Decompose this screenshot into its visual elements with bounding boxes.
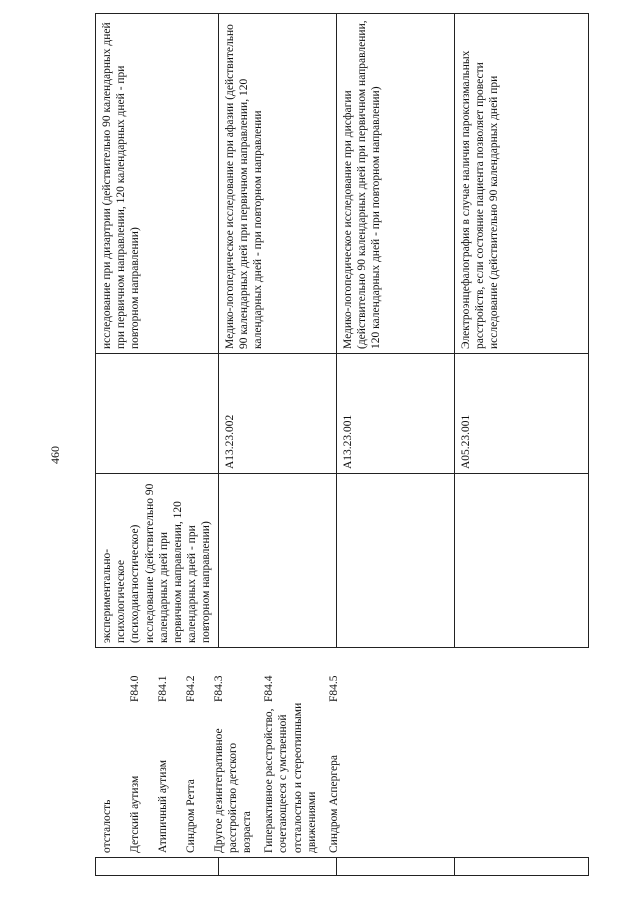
table-row	[96, 14, 219, 876]
rotated-table-container	[95, 14, 581, 876]
service-code-cell	[454, 354, 588, 474]
continued-service-cell	[96, 474, 219, 648]
service-name-cell	[218, 14, 336, 354]
diagnosis-name: Детский аутизм	[128, 775, 141, 853]
diagnosis-name: Гиперактивное расстройство, сочетающееся с умственной отсталостью и стереотипными движениями	[263, 702, 318, 853]
empty-service-cell	[218, 474, 336, 648]
service-code-cell	[336, 354, 454, 474]
diagnosis-column	[96, 648, 589, 858]
empty-cell	[454, 858, 588, 876]
diagnosis-row	[212, 652, 255, 853]
service-code: A13.23.001	[341, 414, 354, 469]
service-code: A13.23.002	[223, 414, 236, 469]
page-number: 460	[48, 446, 62, 464]
diagnosis-code: F84.0	[128, 675, 141, 702]
service-name: Электроэнцефалография в случае наличия пароксизмальных расстройств, если состояние пациента позволяет провести исследование (действительно 90 календарных дней при	[459, 50, 501, 349]
diagnosis-name: Синдром Аспергера	[327, 755, 340, 853]
diagnosis-row	[262, 652, 319, 853]
empty-cell	[96, 858, 219, 876]
diagnosis-code: F84.4	[263, 675, 276, 702]
continued-note-text: исследование при дизартрии (действительно 90 календарных дней при первичном направлении, 120 календарных дней - при повторном направлении)	[101, 22, 142, 349]
continued-note-cell	[96, 14, 219, 354]
empty-cell	[336, 858, 454, 876]
empty-service-cell	[336, 474, 454, 648]
diagnosis-name: Другое дезинтегративное расстройство детского возраста	[212, 728, 253, 853]
service-name-cell	[454, 14, 588, 354]
empty-code-cell	[96, 354, 219, 474]
diagnosis-row	[100, 652, 128, 853]
service-name: Медико-логопедическое исследование при дисфагии (действительно 90 календарных дней при первичном направлении, 120 календарных дней - при повторном направлении)	[341, 20, 383, 349]
service-name-cell	[336, 14, 454, 354]
requirements-table	[95, 13, 589, 876]
service-code: A05.23.001	[459, 414, 472, 469]
service-name: Медико-логопедическое исследование при афазии (действительно 90 календарных дней при первичном направлении, 120 календарных дней - при повторном направлении	[223, 24, 265, 349]
diagnosis-code: F84.1	[156, 675, 169, 702]
diagnosis-row	[128, 652, 156, 853]
empty-cell	[218, 858, 336, 876]
diagnosis-code: F84.5	[327, 675, 340, 702]
diagnosis-row	[327, 652, 341, 853]
diagnosis-row	[184, 652, 212, 853]
diagnosis-row	[156, 652, 184, 853]
diagnosis-name: Синдром Ретта	[184, 779, 197, 853]
service-code-cell	[218, 354, 336, 474]
diagnosis-name: Атипичный аутизм	[156, 759, 169, 853]
diagnosis-name: отсталость	[100, 799, 113, 853]
diagnosis-code: F84.2	[184, 675, 197, 702]
continued-service-text: экспериментально-психологическое (психодиагностическое) исследование (действительно 90 календарных дней при первичном направлении, 120 календарных дней - при повторном направлении)	[101, 483, 213, 643]
diagnosis-code: F84.3	[212, 675, 225, 702]
empty-service-cell	[454, 474, 588, 648]
